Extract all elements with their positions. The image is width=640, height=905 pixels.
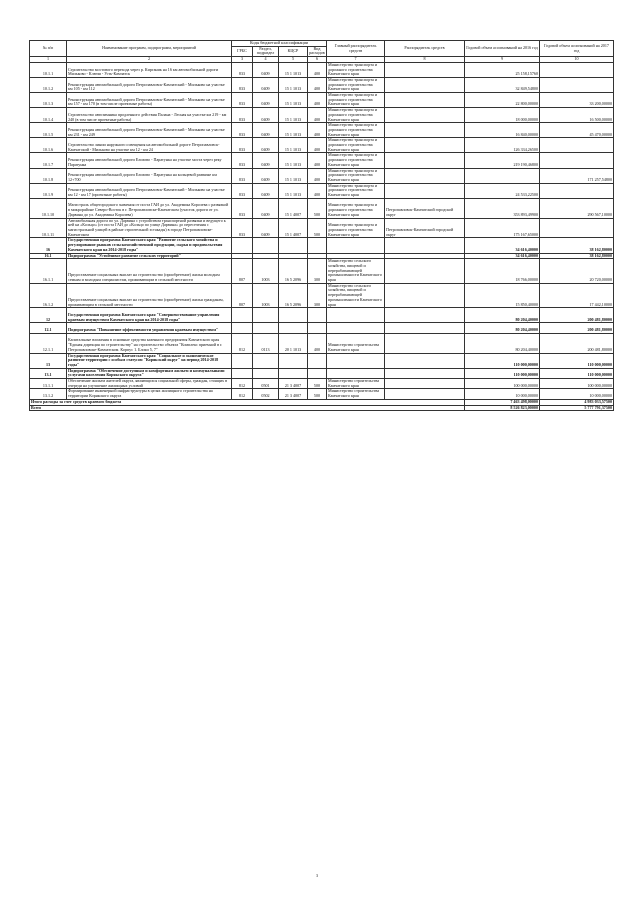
header-codes: Коды бюджетной классификации — [232, 41, 327, 47]
table-row — [30, 62, 614, 77]
row-csr: 16 5 2096 — [279, 259, 308, 284]
row-name: Государственная программа Камчатского края "Развитие сельского хозяйства и регулирование рынков сельскохозяйственной продукции, сырья и продовольствия Камчатского края на 2014-2018 годы" — [67, 238, 232, 253]
row-grbs: 833 — [232, 218, 253, 238]
row-expense-type: 400 — [308, 333, 327, 353]
row-administrator — [327, 323, 385, 333]
table-row — [30, 123, 614, 138]
table-row — [30, 308, 614, 323]
row-section: 0409 — [253, 153, 279, 168]
row-csr: 15 1 1013 — [279, 168, 308, 183]
row-amount-2017: 100 000,00000 — [540, 379, 614, 389]
row-amount-2017 — [540, 153, 614, 168]
table-row — [30, 108, 614, 123]
row-name: Предоставление социальных выплат на строительство (приобретение) жилья молодым семьям и молодым специалистам, проживающим в сельской местности — [67, 259, 232, 284]
row-number: 12 — [30, 308, 67, 323]
row-expense-type: 500 — [308, 218, 327, 238]
row-csr: 21 3 4007 — [279, 379, 308, 389]
row-grbs — [232, 368, 253, 378]
row-amount-2017: 45 470,00000 — [540, 123, 614, 138]
row-csr: 15 1 4007 — [279, 218, 308, 238]
row-expense-type: 400 — [308, 123, 327, 138]
row-expense-type: 400 — [308, 168, 327, 183]
row-recipient — [385, 123, 465, 138]
row-section: 0409 — [253, 123, 279, 138]
row-administrator — [327, 353, 385, 368]
row-administrator: Министерство транспорта и дорожного строительства Камчатского края — [327, 153, 385, 168]
row-name: Строительство мостового перехода через р. Кирганик на 16 км автомобильной дороги Мильково - Ключи - Усть-Камчатск — [67, 62, 232, 77]
row-expense-type — [308, 308, 327, 323]
column-number: 1 — [30, 57, 67, 63]
row-name: Капитальные вложения в основные средства казенного предприятия Камчатского края "Единая дирекция по строительству" на строительство объекта "Комплекс приемной в г. Петропавловске-Камчатском. Корпус 1. Блоки 5, 7" — [67, 333, 232, 353]
row-section: 0409 — [253, 108, 279, 123]
table-row — [30, 218, 614, 238]
row-section: 0409 — [253, 77, 279, 92]
row-csr — [279, 323, 308, 333]
table-row — [30, 198, 614, 218]
row-amount-2016: 34 616,40000 — [465, 253, 540, 259]
row-expense-type: 500 — [308, 389, 327, 399]
row-amount-2016: 110 000,00000 — [465, 353, 540, 368]
row-number: 16.1 — [30, 253, 67, 259]
column-number: 7 — [327, 57, 385, 63]
row-administrator: Министерство транспорта и дорожного строительства Камчатского края — [327, 123, 385, 138]
row-expense-type — [308, 323, 327, 333]
row-amount-2017: 17 442,10000 — [540, 283, 614, 308]
row-number: 10.1.8 — [30, 168, 67, 183]
row-recipient — [385, 389, 465, 399]
row-name: Формирование инженерной инфраструктуры в целях жилищного строительства на территории Корякского округа — [67, 389, 232, 399]
row-amount-2017 — [540, 138, 614, 153]
row-recipient — [385, 77, 465, 92]
row-administrator: Министерство транспорта и дорожного строительства Камчатского края — [327, 93, 385, 108]
row-amount-2016: 32 849,54800 — [465, 77, 540, 92]
header-rzpr: Раздел, подраздел — [253, 46, 279, 56]
row-amount-2016: 16 840,00000 — [465, 123, 540, 138]
row-name: Реконструкция автомобильной дороги Петропавловск-Камчатский - Мильково на участке км 231 - км 249 — [67, 123, 232, 138]
row-csr: 15 1 1013 — [279, 77, 308, 92]
row-amount-2017: 38 162,80000 — [540, 253, 614, 259]
row-expense-type: 400 — [308, 77, 327, 92]
row-csr: 15 1 1013 — [279, 93, 308, 108]
row-amount-2016: 25 158,15760 — [465, 62, 540, 77]
row-expense-type — [308, 238, 327, 253]
row-amount-2017: 171 257,54800 — [540, 168, 614, 183]
row-section: 0501 — [253, 379, 279, 389]
row-csr — [279, 238, 308, 253]
row-amount-2017 — [540, 62, 614, 77]
table-row — [30, 333, 614, 353]
row-amount-2017: 33 200,00000 — [540, 93, 614, 108]
row-amount-2017: 38 162,80000 — [540, 238, 614, 253]
row-expense-type: 400 — [308, 183, 327, 198]
header-recipient: Распорядитель средств — [385, 41, 465, 57]
row-grbs: 833 — [232, 77, 253, 92]
row-amount-2017: 110 000,00000 — [540, 368, 614, 378]
row-amount-2017: 200 481,80000 — [540, 333, 614, 353]
row-grbs: 833 — [232, 108, 253, 123]
row-name: Строительство линии наружного освещения на автомобильной дороге Петропавловск-Камчатский - Мильково на участке км 12 - км 24 — [67, 138, 232, 153]
row-administrator: Министерство сельского хозяйства, пищевой и перерабатывающей промышленности Камчатского края — [327, 283, 385, 308]
row-expense-type: 300 — [308, 283, 327, 308]
row-amount-2017 — [540, 77, 614, 92]
row-csr: 20 1 1013 — [279, 333, 308, 353]
row-section: 0409 — [253, 62, 279, 77]
row-number: 12.1.1 — [30, 333, 67, 353]
row-name: Реконструкция автомобильной дороги Елизово - Паратунка на участке моста через реку Паратунка — [67, 153, 232, 168]
row-grbs — [232, 308, 253, 323]
row-amount-2016: 100 000,00000 — [465, 379, 540, 389]
row-number: 10.1.11 — [30, 218, 67, 238]
row-number: 10.1.6 — [30, 138, 67, 153]
row-amount-2016: 10 000,00000 — [465, 389, 540, 399]
row-administrator: Министерство сельского хозяйства, пищевой и перерабатывающей промышленности Камчатского края — [327, 259, 385, 284]
row-name: Реконструкция автомобильной дороги Петропавловск-Камчатский - Мильково на участке км 105 - км 112 — [67, 77, 232, 92]
table-row — [30, 153, 614, 168]
row-csr: 16 5 2096 — [279, 283, 308, 308]
row-amount-2016: 34 616,40000 — [465, 238, 540, 253]
row-csr: 15 1 4007 — [279, 198, 308, 218]
row-amount-2016: 15 850,40000 — [465, 283, 540, 308]
row-expense-type — [308, 353, 327, 368]
table-row — [30, 353, 614, 368]
row-recipient — [385, 259, 465, 284]
row-csr: 15 1 1013 — [279, 62, 308, 77]
row-administrator: Министерство транспорта и дорожного строительства Камчатского края — [327, 168, 385, 183]
row-section: 0409 — [253, 138, 279, 153]
row-section: 0409 — [253, 183, 279, 198]
column-number: 3 — [232, 57, 253, 63]
row-grbs: 807 — [232, 259, 253, 284]
row-name: Автомобильная дорога по ул. Дарвина с устройством транспортной развязки и ведущего к ней на «Кольцо» (от поста ГАИ до «Кольцо по улице Дарвина» до пересечения с магистральной улицей в районе строительной эстакады) в городе Петропавловске-Камчатском — [67, 218, 232, 238]
row-csr: 15 1 1013 — [279, 183, 308, 198]
row-grbs: 833 — [232, 153, 253, 168]
header-name: Наименование программ, подпрограмм, мероприятий — [67, 41, 232, 57]
row-expense-type: 400 — [308, 153, 327, 168]
row-recipient — [385, 368, 465, 378]
row-amount-2016: 24 533,22500 — [465, 183, 540, 198]
row-grbs: 833 — [232, 123, 253, 138]
row-amount-2017: 16 500,00000 — [540, 108, 614, 123]
row-grbs — [232, 353, 253, 368]
row-section: 0409 — [253, 168, 279, 183]
grand-total-2017: 5 777 791,37500 — [540, 405, 614, 411]
row-number: 10.1.9 — [30, 183, 67, 198]
row-csr — [279, 353, 308, 368]
row-administrator — [327, 238, 385, 253]
row-section: 0113 — [253, 333, 279, 353]
row-grbs: 833 — [232, 62, 253, 77]
grand-total-label: Всего — [30, 405, 465, 411]
row-grbs: 833 — [232, 93, 253, 108]
row-section: 1003 — [253, 283, 279, 308]
row-recipient — [385, 283, 465, 308]
row-section: 0409 — [253, 218, 279, 238]
row-amount-2017: 20 720,00000 — [540, 259, 614, 284]
row-recipient — [385, 108, 465, 123]
row-amount-2016: 18 766,00000 — [465, 259, 540, 284]
row-amount-2016: 80 204,40000 — [465, 333, 540, 353]
row-amount-2017: 10 000,00000 — [540, 389, 614, 399]
row-recipient — [385, 183, 465, 198]
row-recipient — [385, 93, 465, 108]
row-recipient — [385, 153, 465, 168]
total-regional-label: Итого расходы за счет средств краевого бюджета — [30, 399, 465, 405]
row-recipient: Петропавловск-Камчатский городской округ — [385, 218, 465, 238]
row-csr: 21 3 4007 — [279, 389, 308, 399]
table-row — [30, 138, 614, 153]
row-administrator: Министерство транспорта и дорожного строительства Камчатского края — [327, 218, 385, 238]
row-section: 0409 — [253, 198, 279, 218]
row-name: Реконструкция автомобильной дороги Петропавловск-Камчатский - Мильково на участке км 157 - км 170 (в том числе проектные работы) — [67, 93, 232, 108]
row-administrator — [327, 368, 385, 378]
column-number: 9 — [465, 57, 540, 63]
row-grbs: 833 — [232, 198, 253, 218]
row-csr — [279, 368, 308, 378]
table-row — [30, 368, 614, 378]
row-administrator: Министерство транспорта и дорожного строительства Камчатского края — [327, 108, 385, 123]
row-amount-2017 — [540, 183, 614, 198]
row-amount-2017: 110 000,00000 — [540, 353, 614, 368]
table-row — [30, 323, 614, 333]
row-recipient — [385, 308, 465, 323]
row-csr: 15 1 1013 — [279, 138, 308, 153]
row-amount-2016: 110 000,00000 — [465, 368, 540, 378]
row-amount-2016: 353 893,49900 — [465, 198, 540, 218]
table-row — [30, 283, 614, 308]
column-number: 8 — [385, 57, 465, 63]
row-section — [253, 323, 279, 333]
row-number: 10.1.1 — [30, 62, 67, 77]
row-number: 16 — [30, 238, 67, 253]
row-name: Реконструкция автомобильной дороги Петропавловск-Камчатский - Мильково на участке км 12 - км 17 (проектные работы) — [67, 183, 232, 198]
row-grbs: 833 — [232, 168, 253, 183]
header-admin: Главный распорядитель средств — [327, 41, 385, 57]
row-expense-type: 500 — [308, 379, 327, 389]
row-number: 10.1.3 — [30, 93, 67, 108]
row-administrator: Министерство транспорта и дорожного строительства Камчатского края — [327, 198, 385, 218]
row-name: Подпрограмма "Повышение эффективности управления краевым имуществом" — [67, 323, 232, 333]
row-section — [253, 308, 279, 323]
row-expense-type: 400 — [308, 138, 327, 153]
row-administrator: Министерство транспорта и дорожного строительства Камчатского края — [327, 183, 385, 198]
row-number: 13.1 — [30, 368, 67, 378]
header-csr: КЦСР — [279, 46, 308, 56]
row-csr: 15 1 1013 — [279, 153, 308, 168]
row-recipient — [385, 353, 465, 368]
row-number: 13.1.2 — [30, 389, 67, 399]
grand-total-2016: 8 526 823,00000 — [465, 405, 540, 411]
row-recipient — [385, 333, 465, 353]
row-amount-2017 — [540, 218, 614, 238]
total-regional-2017: 4 983 033,57500 — [540, 399, 614, 405]
row-number: 10.1.2 — [30, 77, 67, 92]
row-name: Государственная программа Камчатского края "Социальное и экономическое развитие территории с особым статусом "Корякский округ" на период 2014-2018 годы" — [67, 353, 232, 368]
row-section: 0502 — [253, 389, 279, 399]
row-grbs: 812 — [232, 389, 253, 399]
row-name: Подпрограмма "Устойчивое развитие сельских территорий" — [67, 253, 232, 259]
row-section — [253, 368, 279, 378]
row-administrator: Министерство транспорта и дорожного строительства Камчатского края — [327, 138, 385, 153]
row-grbs: 833 — [232, 138, 253, 153]
row-number: 10.1.7 — [30, 153, 67, 168]
table-body — [30, 62, 614, 399]
row-name: Государственная программа Камчатского края "Совершенствование управления краевым имуществом Камчатского края на 2014-2018 годы" — [67, 308, 232, 323]
row-expense-type: 400 — [308, 108, 327, 123]
row-csr: 15 1 1013 — [279, 123, 308, 138]
table-row — [30, 389, 614, 399]
row-number: 12.1 — [30, 323, 67, 333]
row-administrator: Министерство транспорта и дорожного строительства Камчатского края — [327, 77, 385, 92]
row-recipient — [385, 238, 465, 253]
row-administrator — [327, 308, 385, 323]
row-csr: 15 1 1013 — [279, 108, 308, 123]
header-num: № п/п — [30, 41, 67, 57]
row-section — [253, 238, 279, 253]
row-number: 13.1.1 — [30, 379, 67, 389]
row-name: Магистраль общегородского значения от поста ГАИ до ул. Академика Королева с развязкой в микрорайоне Северо-Восток в г. Петропавловске-Камчатском (участок дороги от ул. Дарвина до ул. Академика Королева) — [67, 198, 232, 218]
row-amount-2016: 126 334,26500 — [465, 138, 540, 153]
row-administrator: Министерство строительства Камчатского края — [327, 333, 385, 353]
column-number: 5 — [279, 57, 308, 63]
row-amount-2017: 200 481,80000 — [540, 323, 614, 333]
row-grbs — [232, 323, 253, 333]
row-section: 0409 — [253, 93, 279, 108]
column-number: 2 — [67, 57, 232, 63]
budget-table — [29, 40, 614, 411]
row-recipient — [385, 138, 465, 153]
row-number: 10.1.5 — [30, 123, 67, 138]
row-recipient — [385, 168, 465, 183]
row-name: Обеспечение жильем жителей округа, являющихся социальной сферы, граждан, стоящих в очереди на улучшение жилищных условий — [67, 379, 232, 389]
row-amount-2016 — [465, 168, 540, 183]
row-expense-type: 300 — [308, 259, 327, 284]
row-expense-type: 400 — [308, 62, 327, 77]
row-number: 16.1.1 — [30, 259, 67, 284]
row-amount-2017: 290 567,10000 — [540, 198, 614, 218]
row-grbs: 812 — [232, 379, 253, 389]
row-amount-2017: 200 481,80000 — [540, 308, 614, 323]
row-recipient: Петропавловск-Камчатский городской округ — [385, 198, 465, 218]
row-number: 10.1.4 — [30, 108, 67, 123]
table-row — [30, 168, 614, 183]
row-expense-type — [308, 368, 327, 378]
table-row — [30, 259, 614, 284]
row-administrator: Министерство транспорта и дорожного строительства Камчатского края — [327, 62, 385, 77]
table-row — [30, 77, 614, 92]
header-grbs: ГРБС — [232, 46, 253, 56]
row-amount-2016: 80 204,40000 — [465, 323, 540, 333]
table-row — [30, 93, 614, 108]
row-name: Реконструкция автомобильной дороги Елизово - Паратунка на кольцевой развязке км 12+700 — [67, 168, 232, 183]
row-section — [253, 353, 279, 368]
row-amount-2016: 80 204,40000 — [465, 308, 540, 323]
page-number: 3 — [316, 873, 318, 878]
header-vr: Вид расходов — [309, 46, 325, 56]
table-row — [30, 183, 614, 198]
row-section: 1003 — [253, 259, 279, 284]
row-administrator: Министерство строительства Камчатского края — [327, 389, 385, 399]
row-expense-type: 500 — [308, 198, 327, 218]
row-recipient — [385, 379, 465, 389]
row-amount-2016: 219 190,46800 — [465, 153, 540, 168]
row-grbs — [232, 238, 253, 253]
row-amount-2016: 18 000,00000 — [465, 108, 540, 123]
row-csr — [279, 308, 308, 323]
column-number: 10 — [540, 57, 614, 63]
row-number: 10.1.10 — [30, 198, 67, 218]
row-expense-type: 400 — [308, 93, 327, 108]
column-number: 4 — [253, 57, 279, 63]
row-grbs: 833 — [232, 183, 253, 198]
row-grbs: 812 — [232, 333, 253, 353]
row-name: Строительство автозимника продленного действия Палана - Лесная на участке км 219 - км 240 (в том числе проектные работы) — [67, 108, 232, 123]
row-name: Подпрограмма "Обеспечение доступным и комфортным жильем и коммунальными услугами населения Корякского округа" — [67, 368, 232, 378]
table-row — [30, 379, 614, 389]
header-sum-2016: Годовой объем ассигнований на 2016 год — [465, 41, 540, 57]
row-amount-2016: 22 800,00000 — [465, 93, 540, 108]
table-row — [30, 238, 614, 253]
row-amount-2016: 175 167,65000 — [465, 218, 540, 238]
row-recipient — [385, 62, 465, 77]
row-recipient — [385, 323, 465, 333]
row-administrator: Министерство строительства Камчатского края — [327, 379, 385, 389]
header-sum-2017: Годовой объем ассигнований на 2017 год — [540, 41, 614, 57]
row-number: 13 — [30, 353, 67, 368]
total-regional-2016: 7 463 498,00000 — [465, 399, 540, 405]
row-grbs: 807 — [232, 283, 253, 308]
row-name: Предоставление социальных выплат на строительство (приобретение) жилья гражданам, проживающим в сельской местности — [67, 283, 232, 308]
row-number: 16.1.2 — [30, 283, 67, 308]
column-number: 6 — [308, 57, 327, 63]
